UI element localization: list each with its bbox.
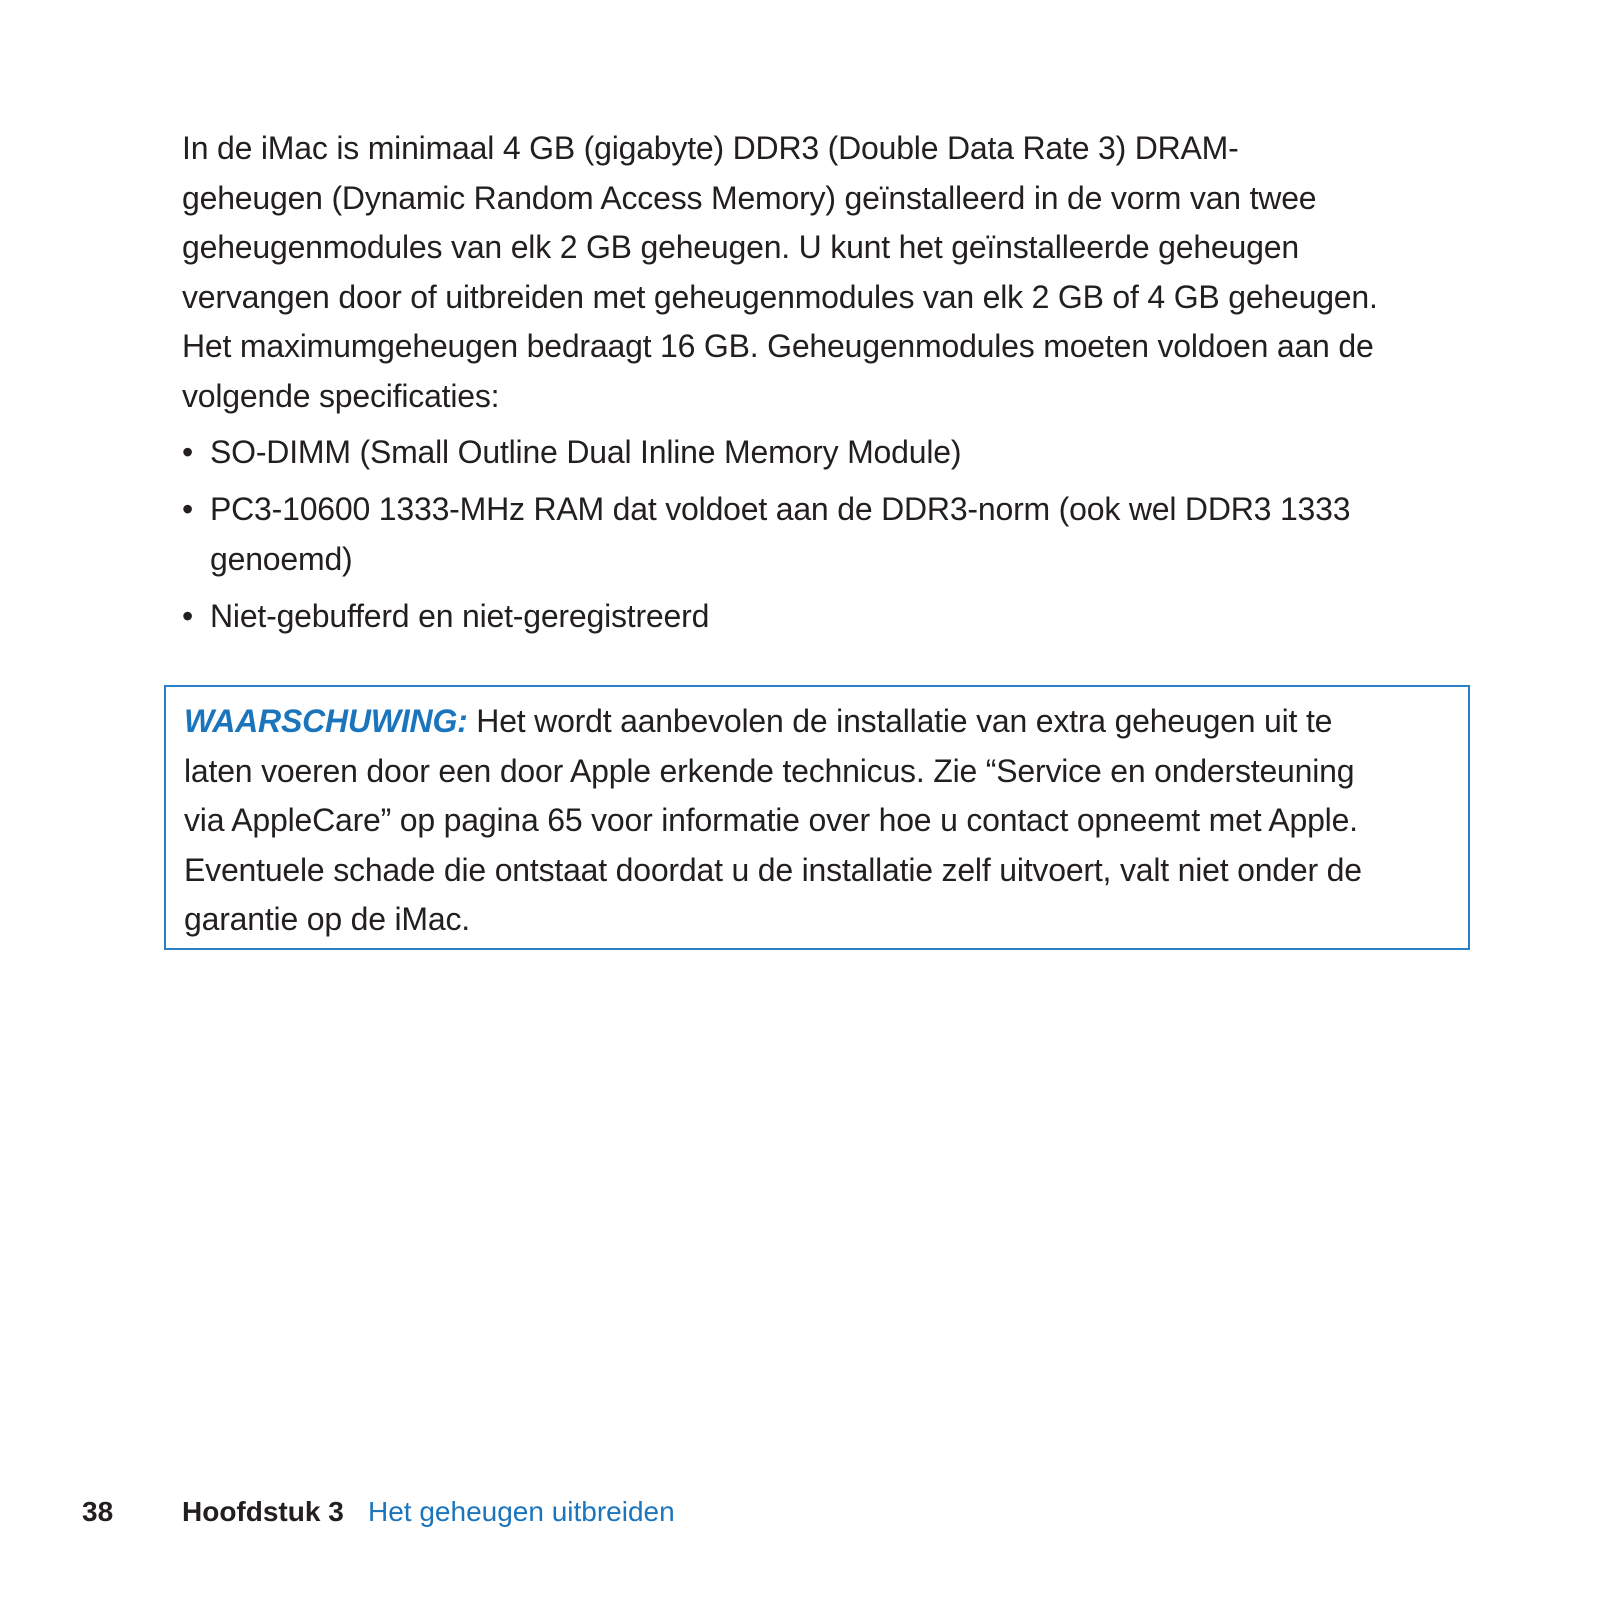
list-item	[182, 428, 1472, 478]
list-item-text: SO-DIMM (Small Outline Dual Inline Memory Module)	[210, 433, 962, 470]
spec-list	[182, 428, 1472, 642]
bullet-icon: •	[182, 491, 194, 528]
main-content	[182, 124, 1472, 650]
warning-label: WAARSCHUWING:	[184, 703, 468, 739]
warning-text: Het wordt aanbevolen de installatie van extra geheugen uit te	[467, 703, 1333, 739]
intro-line: volgende specificaties:	[182, 377, 500, 414]
intro-line: In de iMac is minimaal 4 GB (gigabyte) DDR3 (Double Data Rate 3) DRAM-	[182, 130, 1239, 166]
list-item-text: genoemd)	[210, 540, 353, 577]
warning-box	[164, 685, 1470, 950]
page-number: 38	[82, 1496, 114, 1527]
intro-line: geheugenmodules van elk 2 GB geheugen. U kunt het geïnstalleerde geheugen	[182, 229, 1299, 266]
bullet-icon: •	[182, 598, 194, 635]
bullet-icon: •	[182, 433, 194, 470]
intro-line: vervangen door of uitbreiden met geheugenmodules van elk 2 GB of 4 GB geheugen.	[182, 278, 1378, 315]
intro-paragraph	[182, 124, 1472, 422]
list-item	[182, 592, 1472, 642]
warning-line: Eventuele schade die ontstaat doordat u de installatie zelf uitvoert, valt niet onder de	[184, 851, 1362, 888]
list-item	[182, 485, 1472, 584]
warning-line: garantie op de iMac.	[184, 901, 470, 938]
list-item-text: Niet-gebufferd en niet-geregistreerd	[210, 598, 710, 635]
warning-first-line	[184, 697, 1468, 747]
chapter-label: Hoofdstuk 3	[182, 1496, 344, 1527]
warning-line: laten voeren door een door Apple erkende technicus. Zie “Service en ondersteuning	[184, 752, 1355, 789]
chapter-title-link[interactable]: Het geheugen uitbreiden	[368, 1496, 675, 1527]
intro-line: Het maximumgeheugen bedraagt 16 GB. Geheugenmodules moeten voldoen aan de	[182, 328, 1374, 365]
list-item-text: PC3-10600 1333-MHz RAM dat voldoet aan de DDR3-norm (ook wel DDR3 1333	[210, 491, 1351, 528]
warning-line: via AppleCare” op pagina 65 voor informatie over hoe u contact opneemt met Apple.	[184, 802, 1358, 839]
intro-line: geheugen (Dynamic Random Access Memory) geïnstalleerd in de vorm van twee	[182, 179, 1317, 216]
